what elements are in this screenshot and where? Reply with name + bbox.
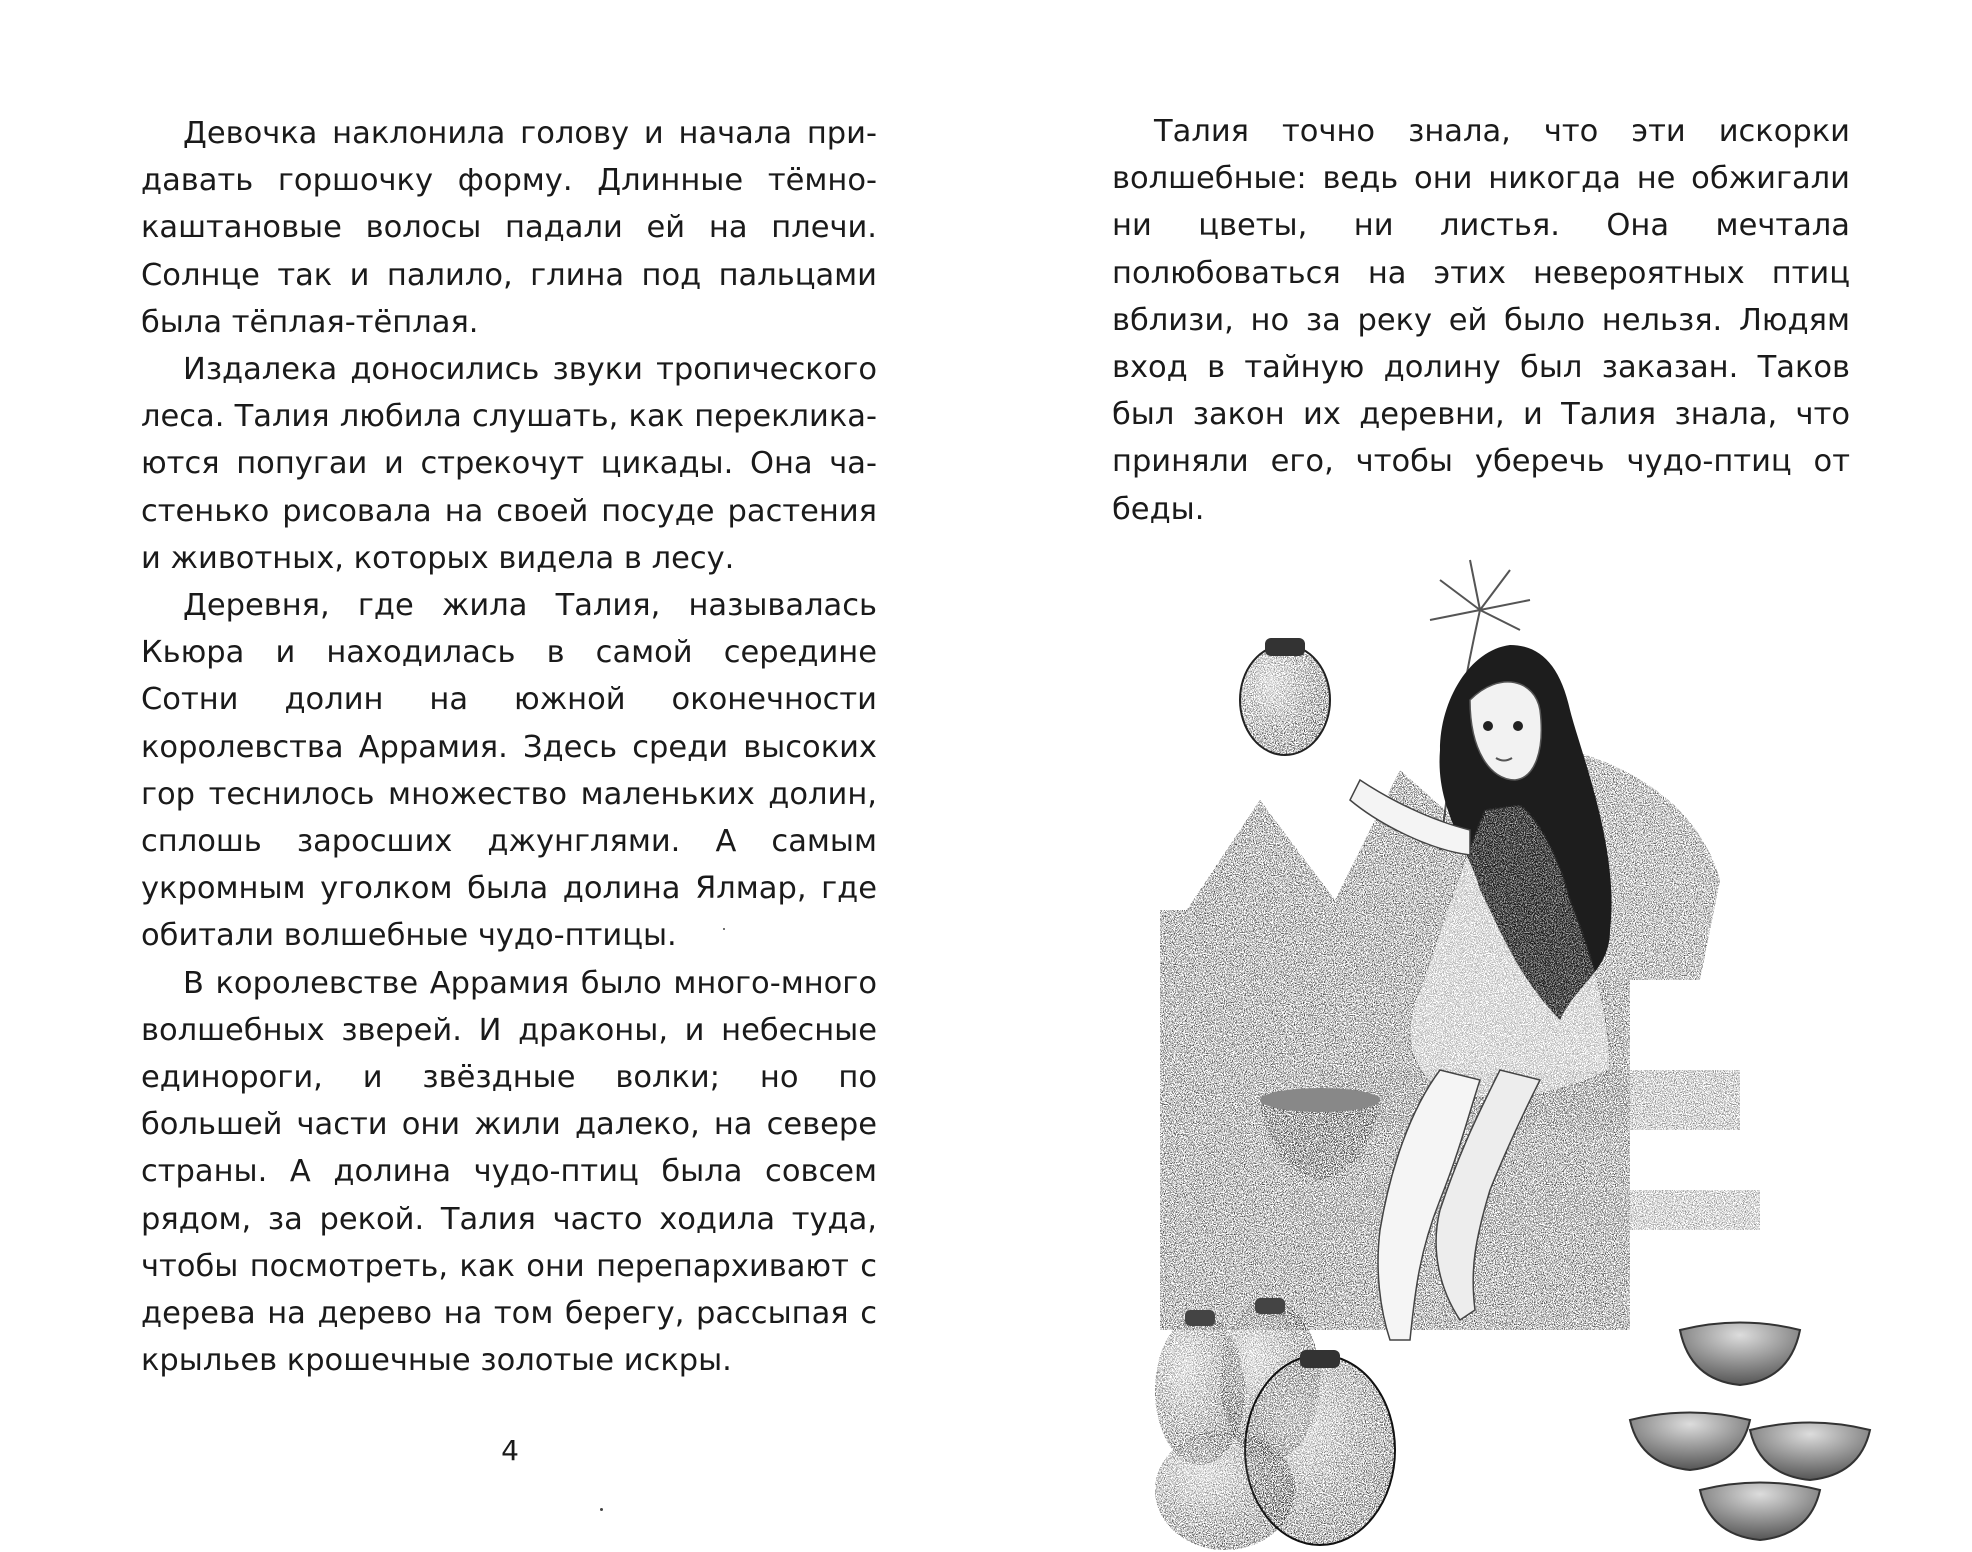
clay-pot-icon: [1155, 1430, 1295, 1550]
page-number: 4: [501, 1434, 519, 1467]
paragraph: Деревня, где жила Талия, называлась Кьюра и находилась в самой середине Сотни долин на южной оконечности королевства Аррамия. Здесь среди высоких гор теснилось множество маленьких долин, сплошь заросших джунглями. А самым укромным уголком была долина Ялмар, где обитали волшебные чудо-птицы.: [141, 588, 877, 954]
print-speck: [600, 1508, 603, 1511]
bowl-icon: [1700, 1483, 1820, 1541]
paragraph: В королевстве Аррамия было много-много волшебных зверей. И драконы, и небесные единороги, и звёздные волки; но по большей части они жили далеко, на севере страны. А долина чудо-птиц была совсем рядом, за рекой. Талия часто ходила туда, чтобы посмотреть, как они перепархивают с дерева на дерево на том берегу, рассыпая с крыльев крошечные золотые искры.: [141, 965, 877, 1379]
left-page-text: [141, 110, 877, 1384]
right-page-text: [1112, 108, 1850, 533]
paragraph: Девочка наклонила голову и начала придавать горшочку форму. Длинные тёмно-каштановые волосы падали ей на плечи. Солнце так и палило, глина под пальцами была тёплая-тёплая.: [141, 116, 877, 340]
bowl-icon: [1680, 1323, 1800, 1386]
print-speck: [723, 928, 725, 930]
paragraph: Издалека доносились звуки тропического леса. Талия любила слушать, как перекликаются попугаи и стрекочут цикады. Она частенько рисовала на своей посуде растения и животных, которых видела в лесу.: [141, 352, 877, 576]
bowl-icon: [1630, 1413, 1750, 1471]
paragraph: Талия точно знала, что эти искорки волшебные: ведь они никогда не обжигали ни цветы, ни листья. Она мечтала полюбоваться на этих невероятных птиц вблизи, но за реку ей было нельзя. Людям вход в тайную долину был заказан. Таков был закон их деревни, и Талия знала, что приняли его, чтобы уберечь чудо-птиц от беды.: [1112, 114, 1850, 527]
bowl-icon: [1750, 1423, 1870, 1481]
clay-pot-icon: [1240, 638, 1330, 755]
girl-with-pots-illustration: [1140, 550, 1900, 1552]
